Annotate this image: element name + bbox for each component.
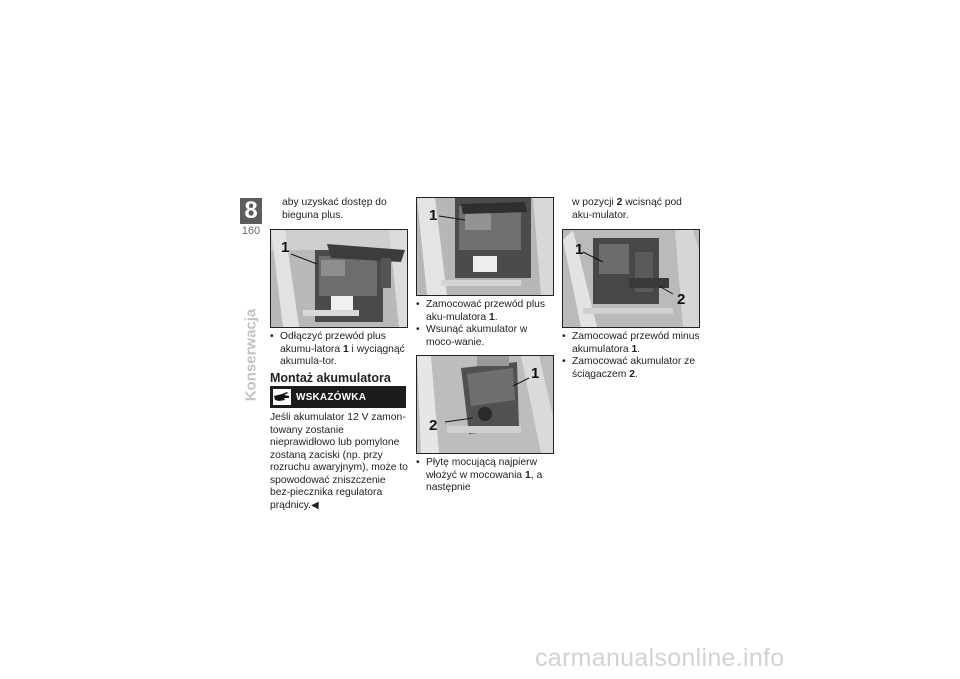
page-number: 160 [241,225,261,237]
step-attach-plus: • Zamocować przewód plus aku-mulatora 1. [416,299,546,323]
note-label: WSKAZÓWKA [296,392,367,403]
photo-marker-1: 1 [575,241,584,258]
step-disconnect-plus: • Odłączyć przewód plus akumu-latora 1 i wyciągnąć akumula-tor. [270,331,405,367]
photo-marker-1: 1 [429,207,438,224]
battery-removal-photo [270,229,408,328]
step-insert-battery: • Wsunąć akumulator w moco-wanie. [416,324,528,348]
photo-marker-2: 2 [677,291,686,308]
mounting-plate-photo [416,355,554,454]
photo-marker-1: 1 [531,365,540,382]
step-insert-plate: • Płytę mocującą najpierw włożyć w mocowania 1, a następnie [416,457,543,493]
step-fasten-strap: • Zamocować akumulator ze ściągaczem 2. [562,356,696,380]
section-heading: Montaż akumulatora [270,371,391,385]
battery-strap-photo [562,229,700,328]
end-mark: ◀ [311,499,319,511]
bullet-dot: • [270,331,274,342]
note-text: Jeśli akumulator 12 V zamon-towany zostanie nieprawidłowo lub pomylone zostaną zaciski (np. przy rozruchu awaryjnym), może to spowodować zniszczenie bez-piecznika regulatora prądnicy.◀ [270,412,408,511]
step-attach-minus: • Zamocować przewód minus akumulatora 1. [562,331,700,355]
pointing-hand-icon [273,389,291,405]
step-continuation: w pozycji 2 wcisnąć pod aku-mulator. [572,197,682,221]
chapter-title: Konserwacja [242,308,260,402]
note-header [270,386,406,408]
intro-text: aby uzyskać dostęp do bieguna plus. [282,197,387,221]
photo-marker-1: 1 [281,239,290,256]
chapter-number: 8 [240,198,262,224]
watermark: carmanualsonline.info [535,644,785,672]
battery-plus-cable-photo [416,197,554,296]
photo-marker-2: 2 [429,417,438,434]
